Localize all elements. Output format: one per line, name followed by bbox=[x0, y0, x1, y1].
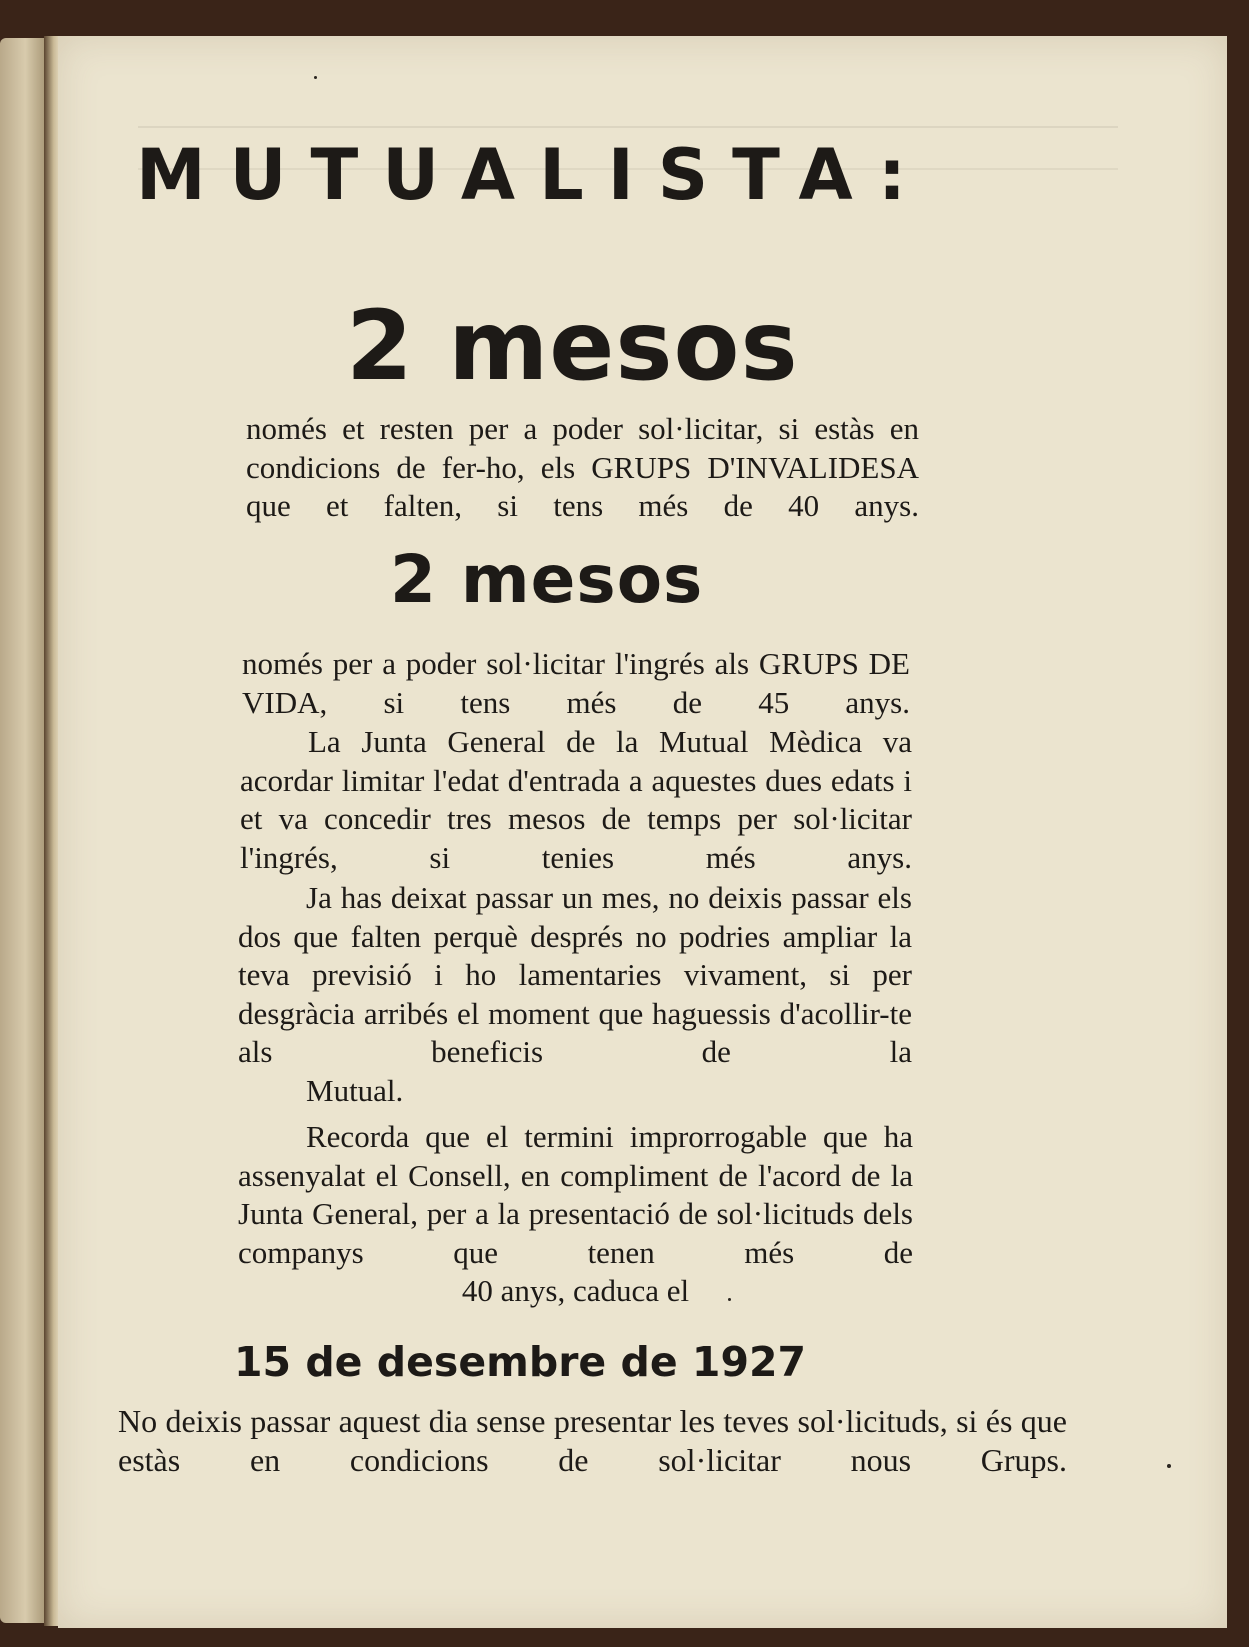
heading-first: 2 mesos bbox=[346, 290, 799, 402]
paragraph-warning-end: Mutual. bbox=[306, 1072, 404, 1108]
paragraph-warning-body: Ja has deixat passar un mes, no deixis passar els dos que falten perquè després no podries ampliar la teva previsió i ho lamentaries vivament, si per desgràcia arribés el moment que haguessis d'acollir-te als beneficis de la bbox=[238, 880, 912, 1069]
paragraph-junta: La Junta General de la Mutual Mèdica va acordar limitar l'edat d'entrada a aquestes dues edats i et va concedir tres mesos de temps per sol·licitar l'ingrés, si tenies més anys. bbox=[240, 724, 912, 875]
paragraph-termini: Recorda que el termini improrrogable que ha assenyalat el Consell, en compliment de l'acord de la Junta General, per a la presentació de sol·licituds dels companys que tenen més de bbox=[238, 1119, 913, 1270]
page-title: MUTUALISTA: bbox=[136, 134, 930, 216]
paragraph-termini-end: 40 anys, caduca el bbox=[461, 1273, 690, 1308]
paragraph-vida: només per a poder sol·licitar l'ingrés als GRUPS DE VIDA, si tens més de 45 anys. bbox=[242, 646, 910, 720]
heading-second: 2 mesos bbox=[390, 541, 704, 618]
deadline-date: 15 de desembre de 1927 bbox=[234, 1338, 807, 1386]
paragraph-closing: No deixis passar aquest dia sense presentar les teves sol·licituds, si és que estàs en condicions de sol·licitar nous Grups. bbox=[118, 1403, 1067, 1478]
scan-border bbox=[1227, 34, 1249, 1634]
paragraph-warning bbox=[238, 879, 912, 1110]
ink-speck bbox=[1167, 1464, 1171, 1468]
ink-speck bbox=[728, 1298, 731, 1301]
facing-page-edge bbox=[0, 38, 46, 1623]
ink-speck bbox=[314, 76, 317, 79]
paragraph-invalidesa: només et resten per a poder sol·licitar, si estàs en condicions de fer-ho, els GRUPS D'INVALIDESA que et falten, si tens més de 40 anys. bbox=[246, 411, 919, 523]
page bbox=[58, 36, 1228, 1628]
